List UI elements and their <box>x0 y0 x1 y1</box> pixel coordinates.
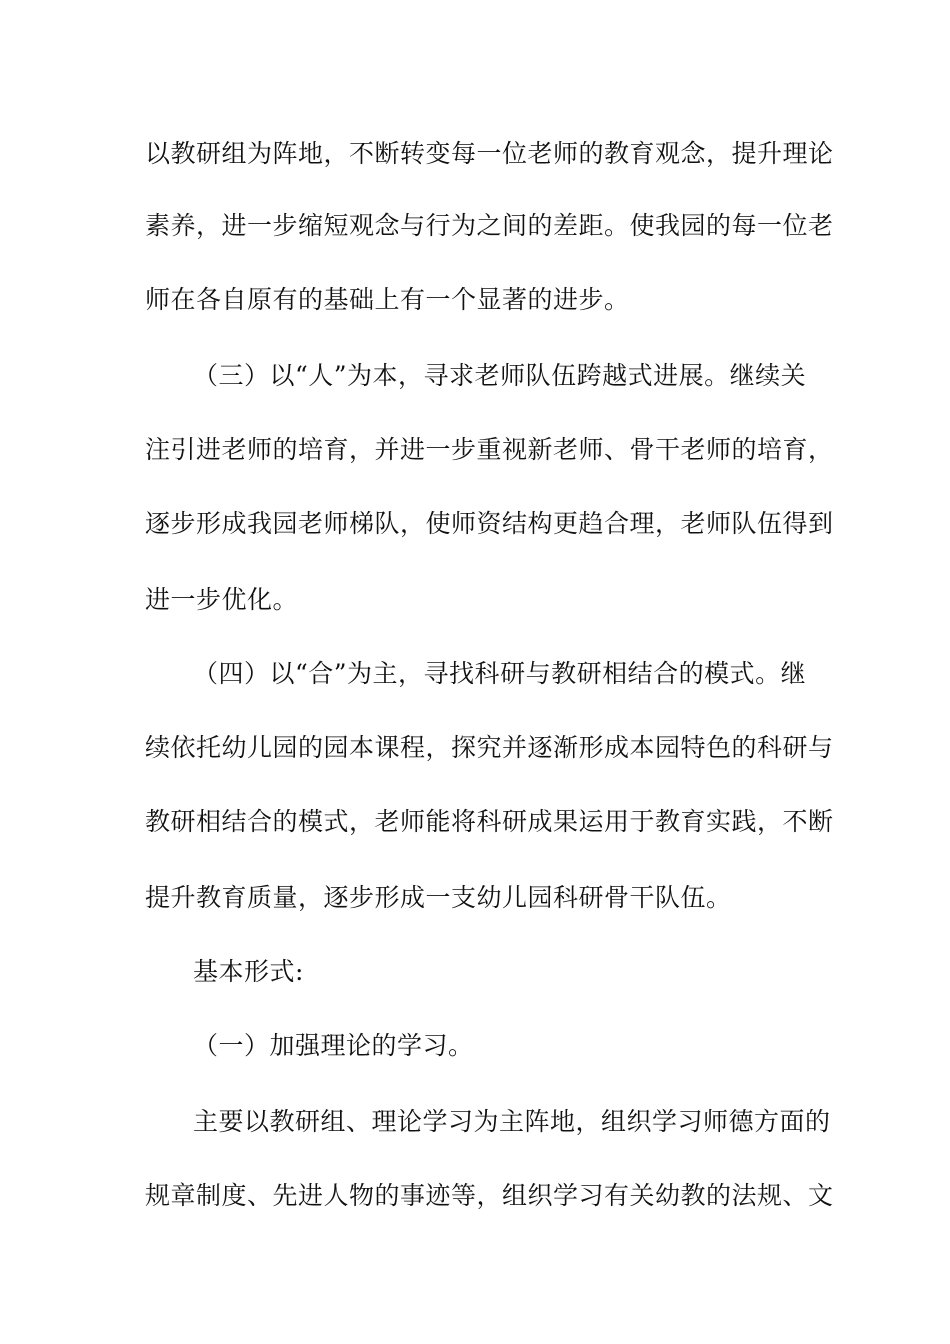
paragraph-line: 素养，进一步缩短观念与行为之间的差距。使我园的每一位老 <box>145 211 834 240</box>
paragraph-line: 规章制度、先进人物的事迹等，组织学习有关幼教的法规、文 <box>145 1181 834 1210</box>
section-heading-line: （一）加强理论的学习。 <box>193 1031 474 1060</box>
subheading-line: 基本形式: <box>193 957 304 986</box>
paragraph-line: 续依托幼儿园的园本课程，探究并逐渐形成本园特色的科研与 <box>145 733 834 762</box>
paragraph-line: 教研相结合的模式，老师能将科研成果运用于教育实践，不断 <box>145 807 834 836</box>
paragraph-line: 注引进老师的培育，并进一步重视新老师、骨干老师的培育， <box>145 435 834 464</box>
section-heading-line: （三）以“人”为本，寻求老师队伍跨越式进展。继续关 <box>193 361 807 390</box>
paragraph-line: 提升教育质量，逐步形成一支幼儿园科研骨干队伍。 <box>145 883 732 912</box>
section-heading-line: （四）以“合”为主，寻找科研与教研相结合的模式。继 <box>193 659 807 688</box>
paragraph-line: 主要以教研组、理论学习为主阵地，组织学习师德方面的 <box>193 1107 831 1136</box>
paragraph-line: 进一步优化。 <box>145 585 299 614</box>
paragraph-line: 师在各自原有的基础上有一个显著的进步。 <box>145 285 630 314</box>
paragraph-line: 以教研组为阵地，不断转变每一位老师的教育观念，提升理论 <box>145 139 834 168</box>
paragraph-line: 逐步形成我园老师梯队，使师资结构更趋合理，老师队伍得到 <box>145 509 834 538</box>
